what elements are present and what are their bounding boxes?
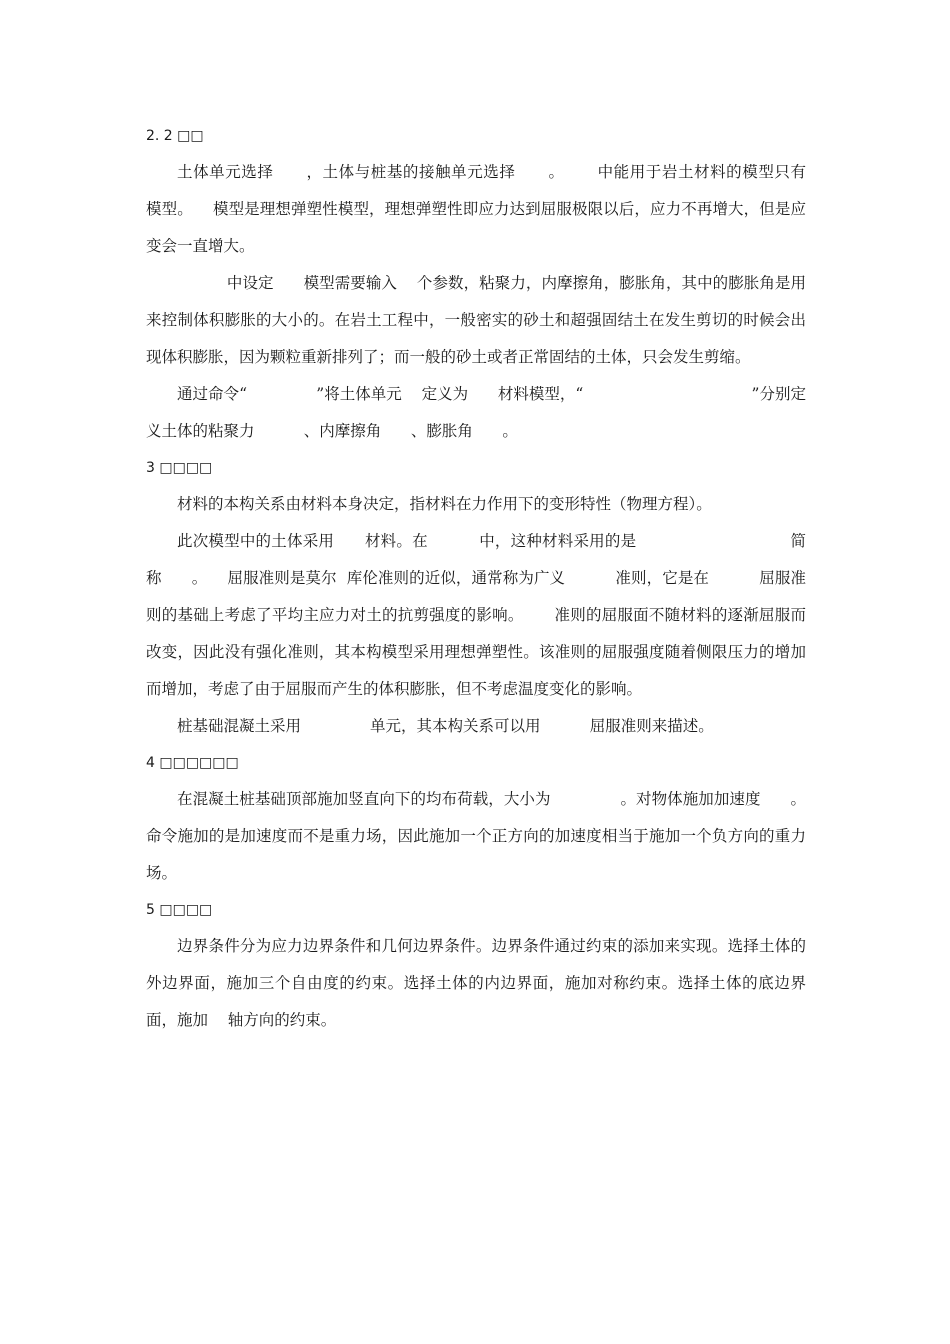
section-4 <box>146 745 846 892</box>
paragraph: 土体单元选择 ，土体与桩基的接触单元选择 。 中能用于岩土材料的模型只有 模型。 模型是理想弹塑性模型，理想弹塑性即应力达到屈服极限以后，应力不再增大，但是应变会一直增大。 <box>146 163 836 255</box>
paragraph: 通过命令“ ”将土体单元 定义为 材料模型，“ ”分别定义土体的粘聚力 、内摩擦角 、膨胀角 。 <box>146 385 806 440</box>
section-heading: 5 □□□□ <box>146 902 213 918</box>
paragraph: 中设定 模型需要输入 个参数，粘聚力，内摩擦角，膨胀角，其中的膨胀角是用来控制体积膨胀的大小的。在岩土工程中，一般密实的砂土和超强固结土在发生剪切的时候会出现体积膨胀，因为颗粒重新排列了；而一般的砂土或者正常固结的土体，只会发生剪缩。 <box>146 274 806 366</box>
paragraph: 在混凝土桩基础顶部施加竖直向下的均布荷载，大小为 。对物体施加加速度 。 命令施加的是加速度而不是重力场，因此施加一个正方向的加速度相当于施加一个负方向的重力场。 <box>146 790 846 882</box>
paragraph: 桩基础混凝土采用 单元，其本构关系可以用 屈服准则来描述。 <box>177 717 714 735</box>
section-2-2 <box>146 118 836 450</box>
document-page <box>146 118 846 1039</box>
section-3 <box>146 450 806 745</box>
paragraph: 边界条件分为应力边界条件和几何边界条件。边界条件通过约束的添加来实现。选择土体的外边界面，施加三个自由度的约束。选择土体的内边界面，施加对称约束。选择土体的底边界面，施加 轴方向的约束。 <box>146 937 806 1029</box>
paragraph: 此次模型中的土体采用 材料。在 中，这种材料采用的是 简称 。 屈服准则是莫尔 库伦准则的近似，通常称为广义 准则，它是在 屈服准则的基础上考虑了平均主应力对土的抗剪强度的影响。 准则的屈服面不随材料的逐渐屈服而改变，因此没有强化准则，其本构模型采用理想弹塑性。该准则的屈服强度随着侧限压力的增加而增加，考虑了由于屈服而产生的体积膨胀，但不考虑温度变化的影响。 <box>146 532 806 698</box>
section-heading: 3 □□□□ <box>146 460 213 476</box>
section-heading: 2. 2 □□ <box>146 128 204 144</box>
paragraph: 材料的本构关系由材料本身决定，指材料在力作用下的变形特性（物理方程）。 <box>177 495 712 513</box>
section-heading: 4 □□□□□□ <box>146 755 239 771</box>
section-5 <box>146 892 806 1039</box>
